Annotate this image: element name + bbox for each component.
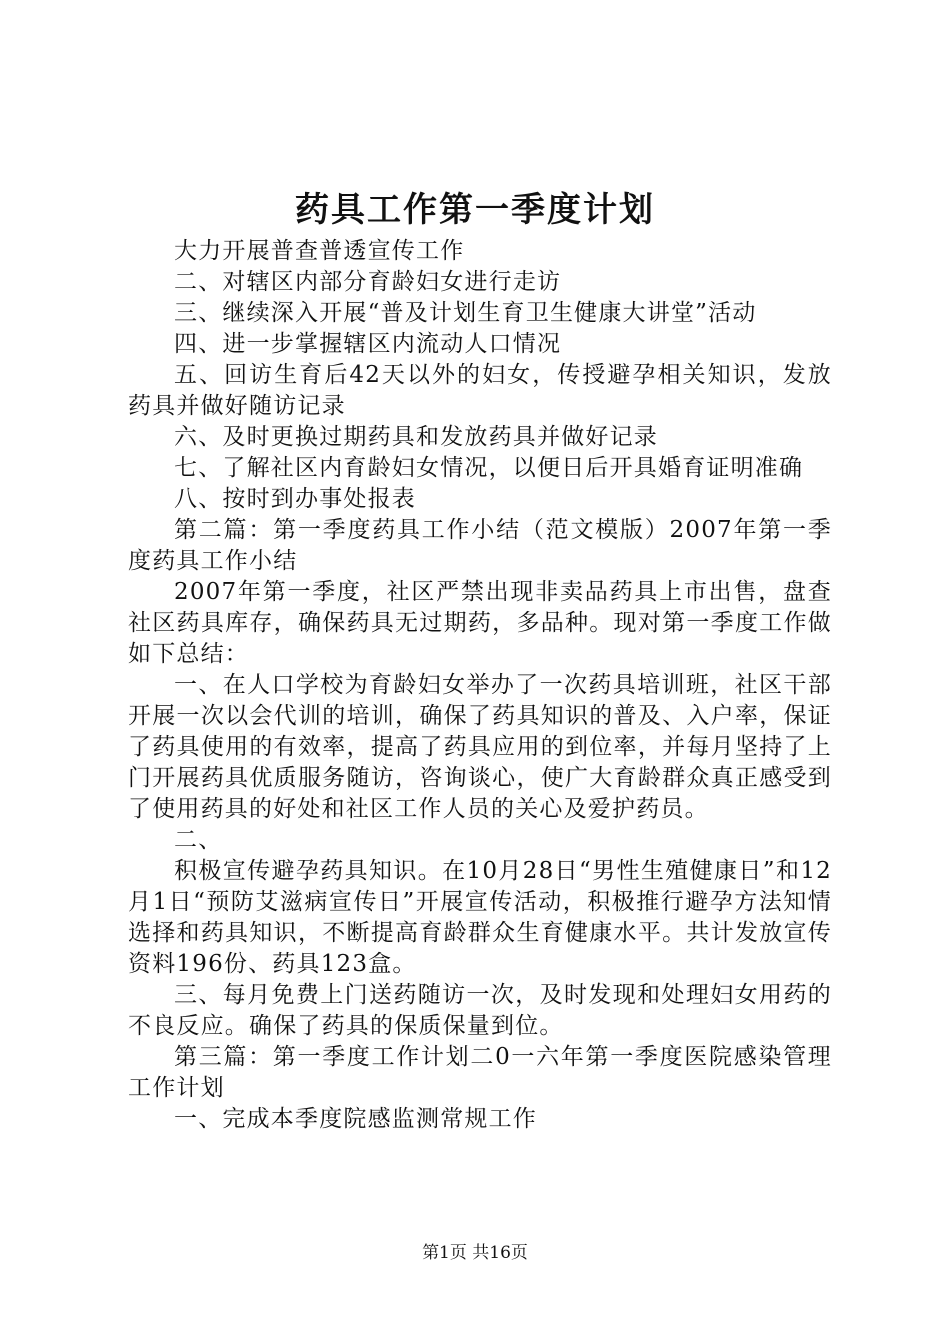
document-body: [128, 236, 832, 1135]
paragraph: 四、进一步掌握辖区内流动人口情况: [174, 331, 562, 357]
paragraph: 积极宣传避孕药具知识。在10月28日“男性生殖健康日”和12月1日“预防艾滋病宣传日”开展宣传活动，积极推行避孕方法知情选择和药具知识，不断提高育龄群众生育健康水平。共计发放宣传资料196份、药具123盒。: [128, 858, 832, 977]
paragraph: 八、按时到办事处报表: [174, 486, 416, 512]
page-footer: 第1页 共16页: [422, 1243, 528, 1263]
paragraph: 三、每月免费上门送药随访一次，及时发现和处理妇女用药的不良反应。确保了药具的保质保量到位。: [128, 982, 832, 1039]
paragraph: 第二篇：第一季度药具工作小结（范文模版）2007年第一季度药具工作小结: [128, 517, 832, 574]
paragraph: 一、在人口学校为育龄妇女举办了一次药具培训班，社区干部开展一次以会代训的培训，确保了药具知识的普及、入户率，保证了药具使用的有效率，提高了药具应用的到位率，并每月坚持了上门开展药具优质服务随访，咨询谈心，使广大育龄群众真正感受到了使用药具的好处和社区工作人员的关心及爱护药员。: [128, 672, 832, 822]
paragraph: 三、继续深入开展“普及计划生育卫生健康大讲堂”活动: [174, 300, 757, 326]
paragraph: 大力开展普查普透宣传工作: [174, 238, 465, 264]
paragraph: 第三篇：第一季度工作计划二0一六年第一季度医院感染管理工作计划: [128, 1044, 832, 1101]
paragraph: 五、回访生育后42天以外的妇女，传授避孕相关知识，发放药具并做好随访记录: [128, 362, 832, 419]
paragraph: 二、对辖区内部分育龄妇女进行走访: [174, 269, 562, 295]
paragraph: 六、及时更换过期药具和发放药具并做好记录: [174, 424, 658, 450]
paragraph: 2007年第一季度，社区严禁出现非卖品药具上市出售，盘查社区药具库存，确保药具无过期药，多品种。现对第一季度工作做如下总结：: [128, 579, 832, 667]
paragraph: 一、完成本季度院感监测常规工作: [174, 1106, 537, 1132]
paragraph: 七、了解社区内育龄妇女情况，以便日后开具婚育证明准确: [174, 455, 804, 481]
document-title: 药具工作第一季度计划: [295, 190, 655, 230]
paragraph: 二、: [174, 827, 223, 853]
